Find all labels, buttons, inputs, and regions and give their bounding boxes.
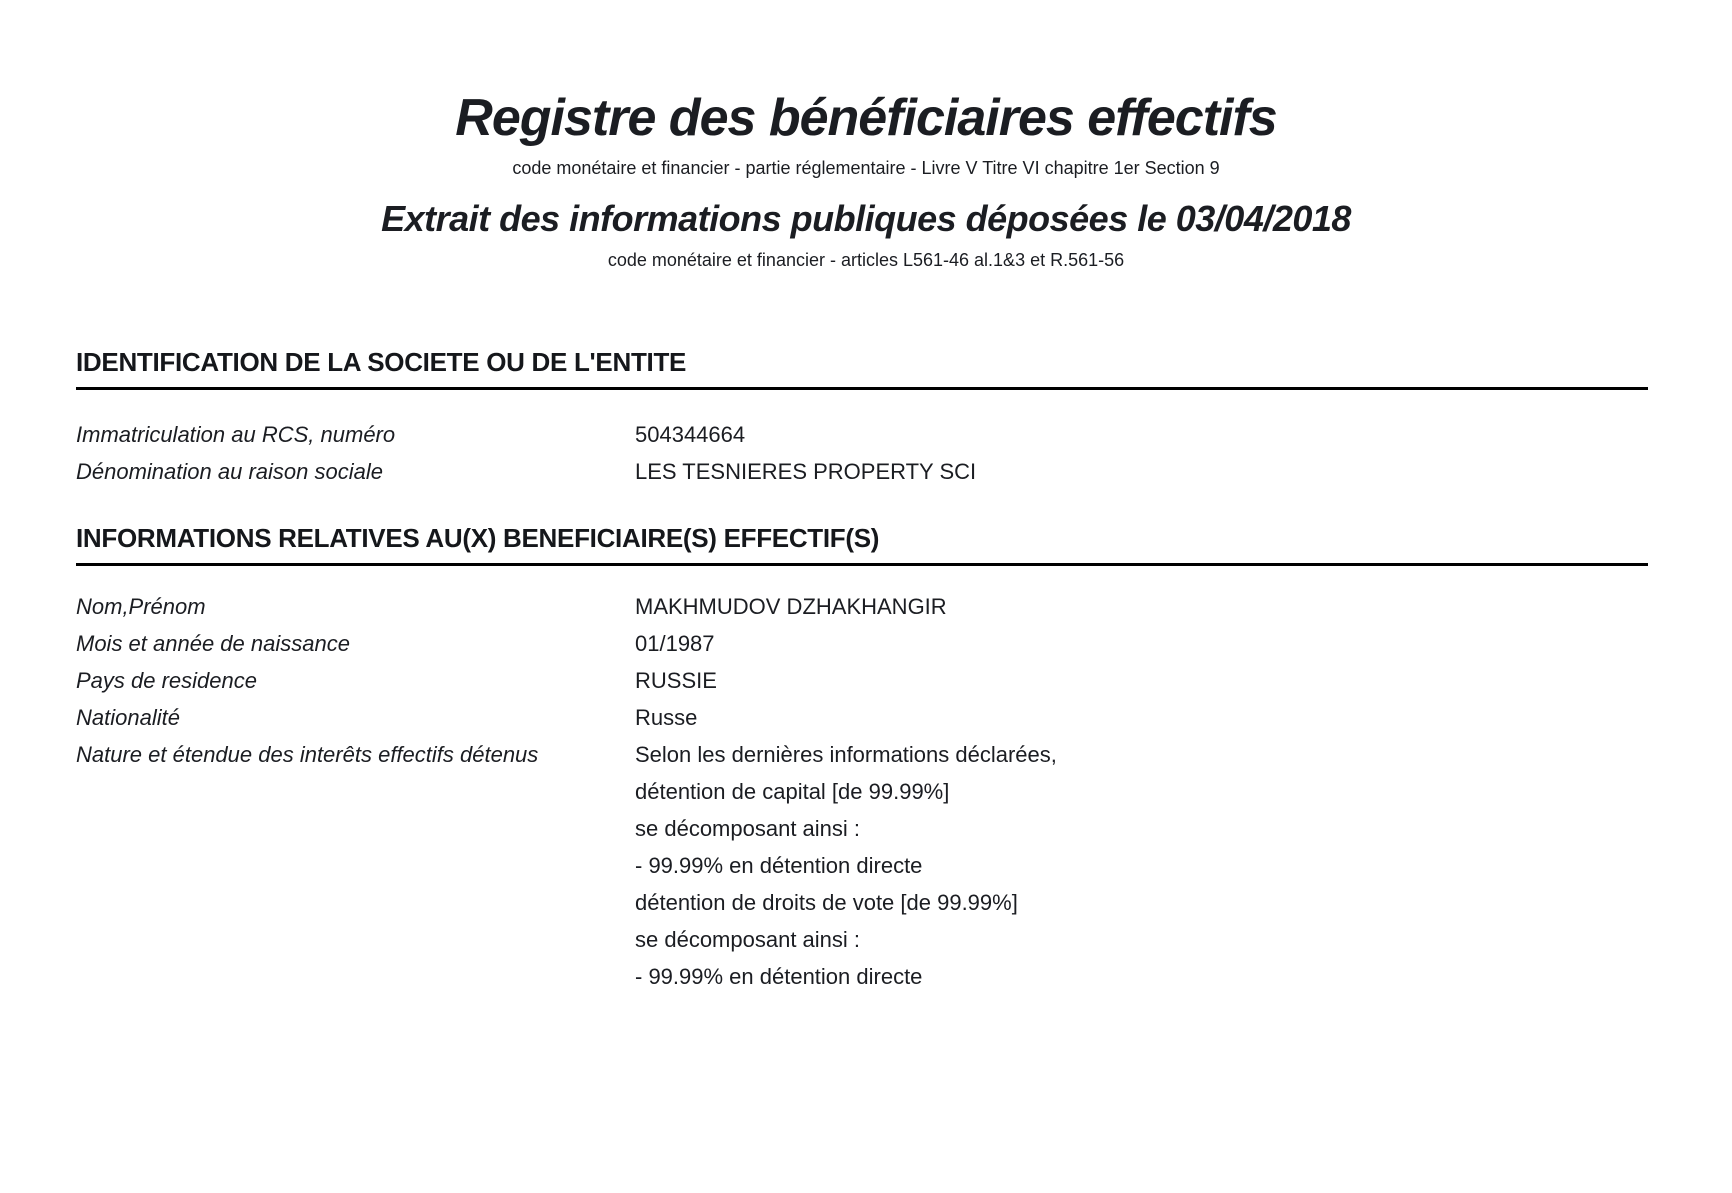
field-value (635, 625, 1648, 662)
field-value-line: se décomposant ainsi : (635, 927, 861, 952)
field-label: Pays de residence (76, 668, 257, 693)
field-label: Immatriculation au RCS, numéro (76, 422, 396, 447)
field-row (76, 416, 1648, 453)
field-value-line: détention de droits de vote [de 99.99%] (635, 890, 1018, 915)
document-title: Registre des bénéficiaires effectifs (455, 89, 1277, 147)
field-value-line: MAKHMUDOV DZHAKHANGIR (635, 594, 947, 619)
field-value-line: 504344664 (635, 422, 746, 447)
field-value-line: 01/1987 (635, 631, 715, 656)
field-value-line: LES TESNIERES PROPERTY SCI (635, 459, 977, 484)
field-row (76, 625, 1648, 662)
field-value (635, 662, 1648, 699)
field-value-line: Russe (635, 705, 698, 730)
field-row (76, 699, 1648, 736)
field-label: Dénomination au raison sociale (76, 459, 383, 484)
title-legal-reference: code monétaire et financier - partie réglementaire - Livre V Titre VI chapitre 1er Section 9 (512, 158, 1220, 178)
field-value (635, 588, 1648, 625)
field-value (635, 416, 1648, 453)
field-row (76, 588, 1648, 625)
field-value-line: - 99.99% en détention directe (635, 964, 923, 989)
field-value-line: - 99.99% en détention directe (635, 853, 923, 878)
field-row (76, 453, 1648, 490)
field-value (635, 453, 1648, 490)
field-value-line: Selon les dernières informations déclarées, (635, 742, 1057, 767)
field-value-line: se décomposant ainsi : (635, 816, 861, 841)
field-value (635, 699, 1648, 736)
document-header (0, 0, 1732, 271)
subtitle-legal-reference: code monétaire et financier - articles L561-46 al.1&3 et R.561-56 (607, 250, 1125, 270)
field-list (76, 588, 1648, 995)
section-2 (76, 522, 1648, 995)
field-row (76, 736, 1648, 995)
field-list (76, 416, 1648, 490)
section-heading: INFORMATIONS RELATIVES AU(X) BENEFICIAIRE(S) EFFECTIF(S) (76, 522, 1648, 566)
section-1 (76, 346, 1648, 490)
field-label: Mois et année de naissance (76, 631, 350, 656)
field-label: Nature et étendue des interêts effectifs détenus (76, 742, 539, 767)
field-label: Nom,Prénom (76, 594, 206, 619)
field-value-line: RUSSIE (635, 668, 717, 693)
field-label: Nationalité (76, 705, 180, 730)
field-value-line: détention de capital [de 99.99%] (635, 779, 950, 804)
document-body (0, 346, 1732, 995)
section-heading: IDENTIFICATION DE LA SOCIETE OU DE L'ENTITE (76, 346, 1648, 390)
field-row (76, 662, 1648, 699)
extract-subtitle: Extrait des informations publiques déposées le 03/04/2018 (381, 198, 1351, 239)
field-value (635, 736, 1648, 995)
